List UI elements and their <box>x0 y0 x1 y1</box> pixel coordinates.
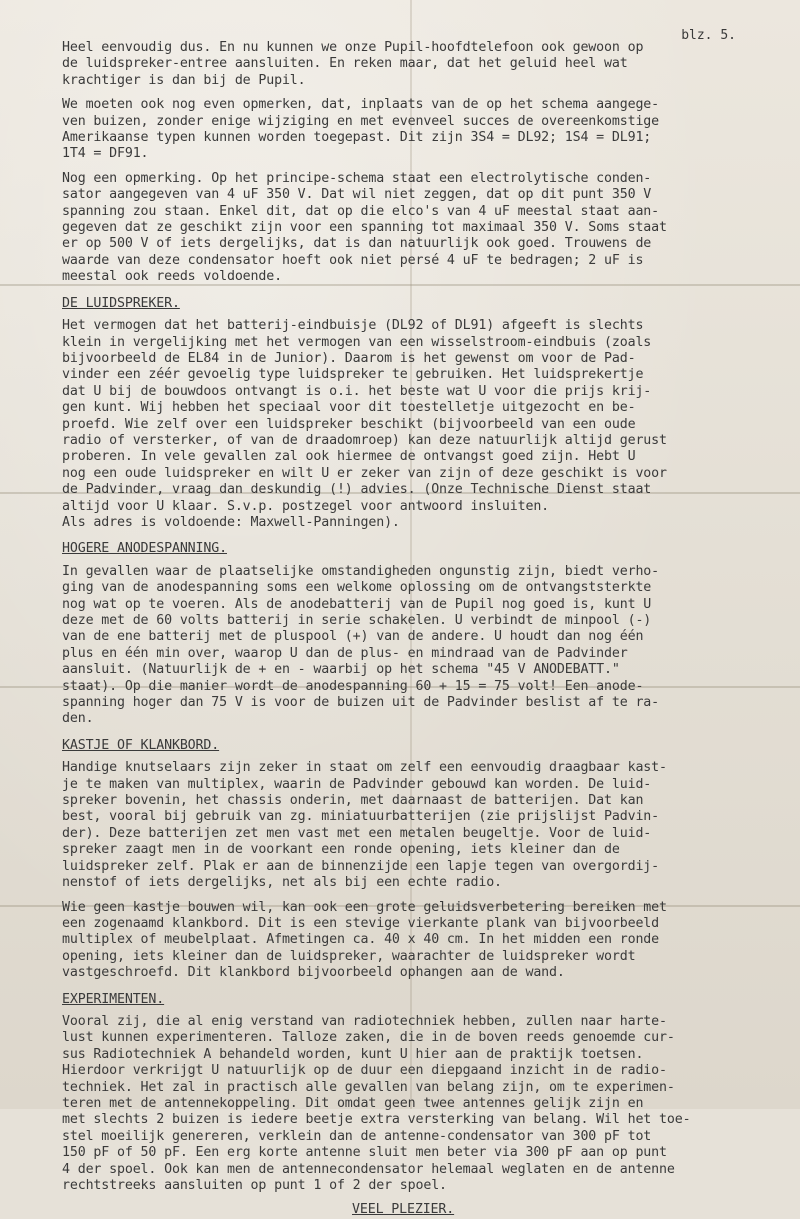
intro-paragraph-1: Heel eenvoudig dus. En nu kunnen we onze Pupil-hoofdtelefoon ook gewoon op de luidspreker-entree aansluiten. En reken maar, dat het geluid heel wat krachtiger is dan bij de Pupil. <box>62 40 644 88</box>
luidspreker-paragraph: Het vermogen dat het batterij-eindbuisje (DL92 of DL91) afgeeft is slechts klein in vergelijking met het vermogen van een wisselstroom-eindbuis (zoals bijvoorbeeld de EL84 in de Junior). Daarom is het gewenst om voor de Pad- vinder een zéér gevoelig type luidspreker te gebruiken. Het luidsprekertje dat U bij de bouwdoos ontvangt is o.i. het beste wat U voor die prijs krij- gen kunt. Wij hebben het speciaal voor dit toestelletje uitgezocht en be- proefd. Wie zelf over een luidspreker beschikt (bijvoorbeeld van een oude radio of versterker, of van de draadomroep) kan deze natuurlijk altijd gerust proberen. In vele gevallen zal ook hiermee de ontvangst goed zijn. Hebt U nog een oude luidspreker en wilt U er zeker van zijn of deze geschikt is voor de Padvinder, vraag dan deskundig (!) advies. (Onze Technische Dienst staat altijd voor U klaar. S.v.p. postzegel voor antwoord insluiten. Als adres is voldoende: Maxwell-Panningen). <box>62 318 667 530</box>
section-heading-anodespanning: HOGERE ANODESPANNING. <box>62 541 227 557</box>
section-heading-luidspreker: DE LUIDSPREKER. <box>62 295 180 311</box>
intro-paragraph-2: We moeten ook nog even opmerken, dat, inplaats van de op het schema aangege- ven buizen, zonder enige wijziging en met evenveel succes de overeenkomstige Amerikaanse typen kunnen worden toegepast. Dit zijn 3S4 = DL92; 1S4 = DL91; 1T4 = DF91. <box>62 97 660 162</box>
kastje-paragraph-2: Wie geen kastje bouwen wil, kan ook een grote geluidsverbetering bereiken met een zogenaamd klankbord. Dit is een stevige vierkante plank van bijvoorbeeld multiplex of meubelplaat. Afmetingen ca. 40 x 40 cm. In het midden een ronde opening, iets kleiner dan de luidspreker, waarachter de luidspreker wordt vastgeschroefd. Dit klankbord bijvoorbeeld ophangen aan de wand. <box>62 899 667 981</box>
closing-line: VEEL PLEZIER. <box>352 1202 455 1218</box>
section-heading-kastje: KASTJE OF KLANKBORD. <box>62 737 220 753</box>
document-body <box>62 40 762 1219</box>
intro-paragraph-3: Nog een opmerking. Op het principe-schema staat een electrolytische conden- sator aangegeven van 4 uF 350 V. Dat wil niet zeggen, dat op dit punt 350 V spanning zou staan. Enkel dit, dat op die elco's van 4 uF meestal staat aan- gegeven dat ze geschikt zijn voor een spanning tot maximaal 350 V. Soms staat er op 500 V of iets dergelijks, dat is dan natuurlijk ook goed. Trouwens de waarde van deze condensator hoeft ook niet persé 4 uF te bedragen; 2 uF is meestal ook reeds voldoende. <box>62 170 667 285</box>
page-number: blz. 5. <box>681 28 736 43</box>
section-heading-experimenten: EXPERIMENTEN. <box>62 991 165 1007</box>
kastje-paragraph-1: Handige knutselaars zijn zeker in staat om zelf een eenvoudig draagbaar kast- je te maken van multiplex, waarin de Padvinder gebouwd kan worden. De luid- spreker bovenin, het chassis onderin, met daarnaast de batterijen. Dat kan best, vooral bij gebruik van zg. miniatuurbatterijen (zie prijslijst Padvin- der). Deze batterijen zet men vast met een metalen beugeltje. Voor de luid- spreker zaagt men in de voorkant een ronde opening, iets kleiner dan de luidspreker zelf. Plak er aan de binnenzijde een lapje tegen van overgordij- nenstof of iets dergelijks, net als bij een echte radio. <box>62 760 667 891</box>
anodespanning-paragraph: In gevallen waar de plaatselijke omstandigheden ongunstig zijn, biedt verho- ging van de anodespanning soms een welkome oplossing om de ontvangststerkte nog wat op te voeren. Als de anodebatterij van de Pupil nog goed is, kunt U deze met de 60 volts batterij in serie schakelen. U verbindt de minpool (-) van de ene batterij met de pluspool (+) van de andere. U houdt dan nog één plus en één min over, waarop U dan de plus- en mindraad van de Padvinder aansluit. (Natuurlijk de + en - waarbij op het schema "45 V ANODEBATT." staat). Op die manier wordt de anodespanning 60 + 15 = 75 volt! Een anode- spanning hoger dan 75 V is voor de buizen uit de Padvinder beslist af te ra- den. <box>62 563 660 727</box>
experimenten-paragraph: Vooral zij, die al enig verstand van radiotechniek hebben, zullen naar harte- lust kunnen experimenteren. Talloze zaken, die in de boven reeds genoemde cur- sus Radiotechniek A behandeld worden, kunt U hier aan de praktijk toetsen. Hierdoor verkrijgt U natuurlijk op de duur een diepgaand inzicht in de radio- techniek. Het zal in practisch alle gevallen van belang zijn, om te experimen- teren met de antennekoppeling. Dit omdat geen twee antennes gelijk zijn en met slechts 2 buizen is iedere beetje extra versterking van belang. Wil het toe- stel moeilijk genereren, verklein dan de antenne-condensator van 300 pF tot 150 pF of 50 pF. Een erg korte antenne sluit men beter via 300 pF aan op punt 4 der spoel. Ook kan men de antennecondensator helemaal weglaten en de antenne rechtstreeks aansluiten op punt 1 of 2 der spoel. <box>62 1013 691 1193</box>
